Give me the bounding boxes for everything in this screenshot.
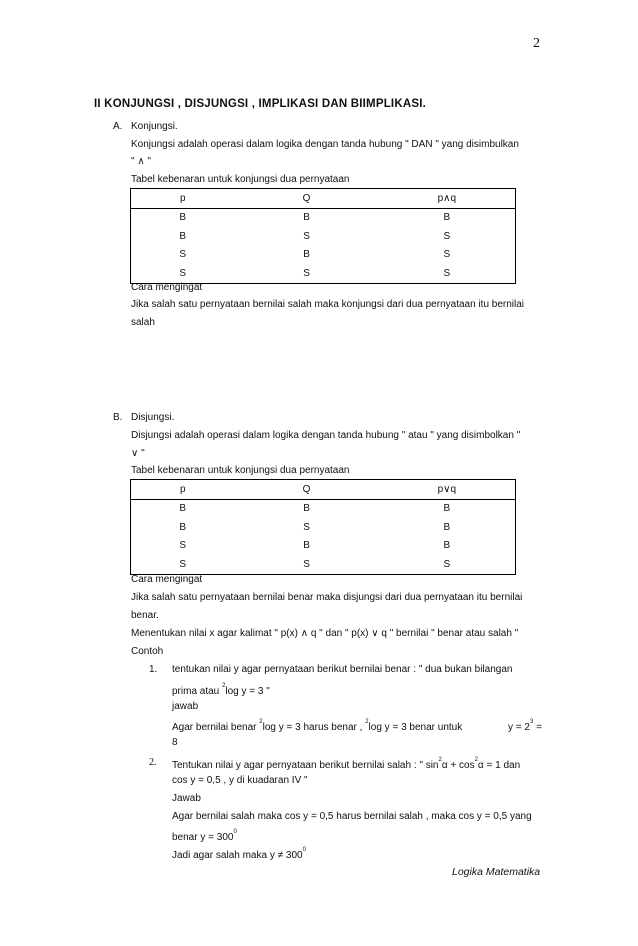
- disjunction-truth-table: [130, 479, 516, 575]
- table-cell: B: [443, 540, 451, 552]
- table-header-cell: p∧q: [379, 189, 516, 209]
- table-cell: B: [179, 230, 187, 242]
- section-a-tip-title: Cara mengingat: [131, 282, 203, 293]
- chapter-heading: II KONJUNGSI , DISJUNGSI , IMPLIKASI DAN BIIMPLIKASI.: [94, 98, 426, 110]
- table-cell: B: [303, 249, 310, 261]
- table-cell: S: [443, 230, 451, 242]
- contoh-label: Contoh: [131, 646, 164, 657]
- table-cell: B: [303, 540, 310, 552]
- example-1-answer-result: $y = 2^3$ =: [508, 719, 542, 733]
- example-2-answer-line2: benar $y = 300^0$: [172, 829, 237, 843]
- table-cell: S: [179, 267, 187, 279]
- section-a-tip-line2: salah: [131, 317, 155, 328]
- section-b-tip-title: Cara mengingat: [131, 574, 203, 585]
- table-header-row: [131, 480, 516, 500]
- table-cell: B: [179, 521, 187, 533]
- table-cell: S: [179, 558, 187, 570]
- example-2-answer-line3: Jadi agar salah maka $y \ne 300^0$: [172, 847, 306, 861]
- section-a-title: Konjungsi.: [131, 121, 178, 132]
- table-header-cell: Q: [234, 189, 378, 209]
- conjunction-truth-table: [130, 188, 516, 284]
- section-a-table-caption: Tabel kebenaran untuk konjungsi dua pernyataan: [131, 174, 350, 185]
- table-row: [131, 246, 516, 265]
- table-row: [131, 518, 516, 537]
- example-2-question-line2: cos y = 0,5 , y di kuadaran IV ": [172, 775, 308, 786]
- table-cell: B: [443, 212, 451, 224]
- table-header-cell: p∨q: [379, 480, 516, 500]
- section-b-tip-line2: benar.: [131, 610, 159, 621]
- example-2-answer-line1: Agar bernilai salah maka cos y = 0,5 harus bernilai salah , maka cos y = 0,5 yang: [172, 811, 532, 822]
- table-cell: S: [443, 249, 451, 261]
- section-a-label: A.: [113, 121, 123, 132]
- section-b-determine: Menentukan nilai x agar kalimat " p(x) ∧ q " dan " p(x) ∨ q " bernilai " benar atau salah ": [131, 628, 519, 639]
- section-b-tip-line1: Jika salah satu pernyataan bernilai benar maka disjungsi dari dua pernyataan itu bernilai: [131, 592, 523, 603]
- table-header-cell: p: [131, 480, 235, 500]
- table-cell: S: [179, 249, 187, 261]
- table-cell: S: [303, 230, 310, 242]
- footer-title: Logika Matematika: [452, 866, 541, 878]
- table-cell: B: [303, 503, 310, 515]
- section-a-definition: Konjungsi adalah operasi dalam logika dengan tanda hubung " DAN " yang disimbulkan: [131, 139, 519, 150]
- page-number: 2: [533, 36, 540, 51]
- table-cell: B: [179, 503, 187, 515]
- example-2-jawab: Jawab: [172, 793, 201, 804]
- table-cell: S: [303, 558, 310, 570]
- table-row: [131, 537, 516, 556]
- table-cell: B: [443, 521, 451, 533]
- section-a-tip-line1: Jika salah satu pernyataan bernilai salah maka konjungsi dari dua pernyataan itu bernilai: [131, 299, 525, 310]
- table-cell: S: [303, 521, 310, 533]
- table-header-cell: p: [131, 189, 235, 209]
- example-1-question-line1: tentukan nilai y agar pernyataan berikut bernilai benar : " dua bukan bilangan: [172, 664, 513, 675]
- table-row: [131, 555, 516, 574]
- table-cell: B: [443, 503, 451, 515]
- table-row: [131, 208, 516, 227]
- section-b-label: B.: [113, 412, 123, 423]
- table-cell: B: [179, 212, 187, 224]
- table-cell: S: [443, 267, 451, 279]
- section-b-definition: Disjungsi adalah operasi dalam logika dengan tanda hubung " atau " yang disimbolkan ": [131, 430, 521, 441]
- example-2-number: 2.: [149, 757, 157, 768]
- table-header-cell: Q: [234, 480, 378, 500]
- table-header-row: [131, 189, 516, 209]
- table-row: [131, 264, 516, 283]
- table-cell: B: [303, 212, 310, 224]
- example-1-jawab: jawab: [172, 701, 199, 712]
- table-cell: S: [443, 558, 451, 570]
- table-cell: S: [179, 540, 187, 552]
- example-1-answer-value: 8: [172, 737, 178, 748]
- table-cell: S: [303, 267, 310, 279]
- example-1-question-line2: prima atau $^2$log y = 3 ": [172, 683, 270, 697]
- section-b-symbol: ∨ ": [131, 448, 145, 459]
- table-row: [131, 227, 516, 246]
- example-1-number: 1.: [149, 664, 158, 675]
- table-row: [131, 499, 516, 518]
- example-2-question-line1: Tentukan nilai y agar pernyataan berikut bernilai salah : " $\sin^2\alpha + \cos^2\alpha = 1$ dan: [172, 757, 521, 771]
- section-b-table-caption: Tabel kebenaran untuk konjungsi dua pernyataan: [131, 465, 350, 476]
- section-a-symbol: " ∧ ": [131, 156, 151, 167]
- section-b-title: Disjungsi.: [131, 412, 175, 423]
- example-1-answer-line: Agar bernilai benar $^2$log y = 3 harus benar , $^2$log y = 3 benar untuk: [172, 719, 463, 733]
